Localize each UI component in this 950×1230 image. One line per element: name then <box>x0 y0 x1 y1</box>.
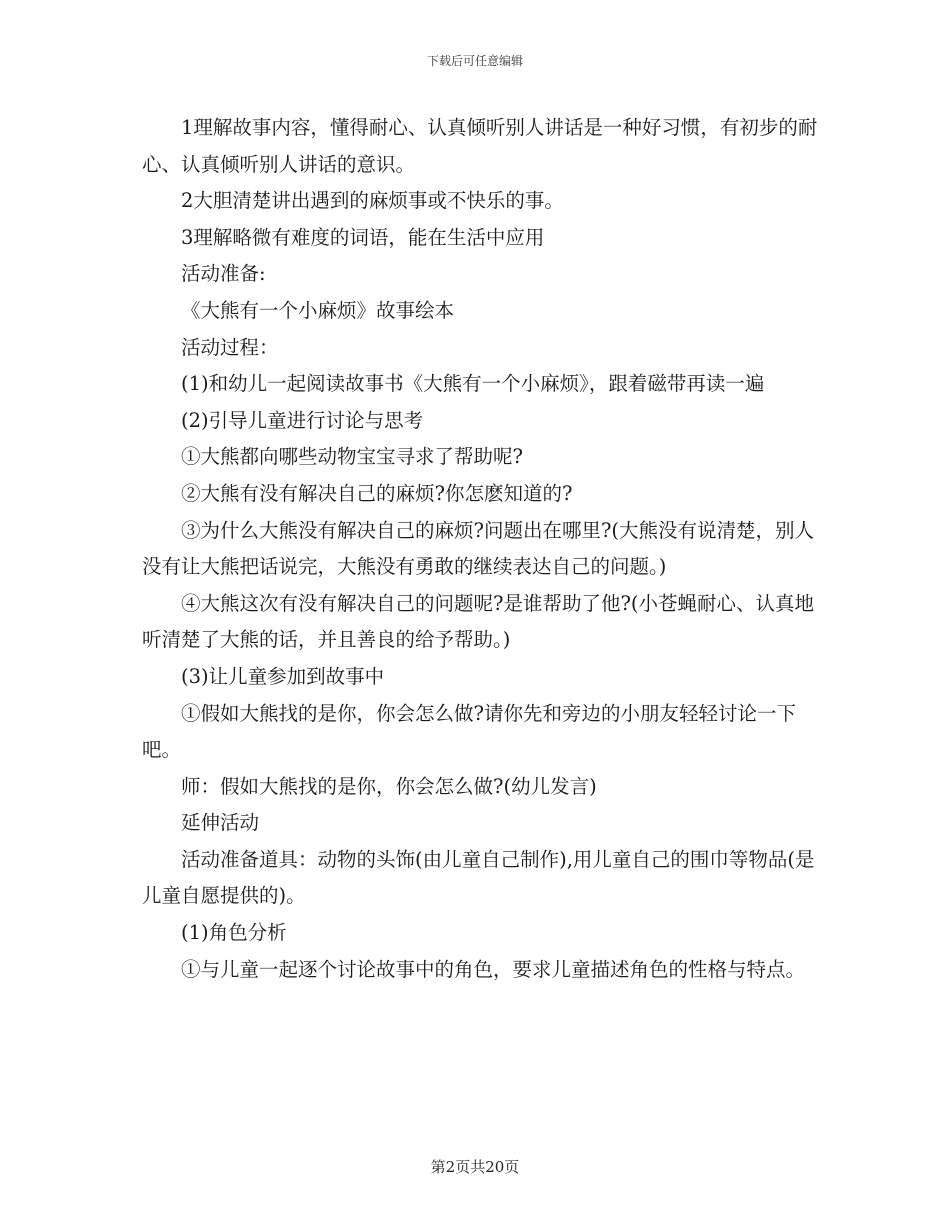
section-heading: 延伸活动 <box>181 811 260 835</box>
paragraph: (1)和幼儿一起阅读故事书《大熊有一个小麻烦》，跟着磁带再读一遍 <box>181 372 765 396</box>
paragraph: 3理解略微有难度的词语，能在生活中应用 <box>181 225 545 249</box>
paragraph: 《大熊有一个小麻烦》故事绘本 <box>181 298 455 322</box>
paragraph: ②大熊有没有解决自己的麻烦?你怎麽知道的? <box>181 481 573 505</box>
paragraph: ①大熊都向哪些动物宝宝寻求了帮助呢? <box>181 445 523 469</box>
page-footer: 第2页共20页 <box>430 1158 520 1176</box>
page-header: 下载后可任意编辑 <box>426 54 523 68</box>
section-heading: 活动准备: <box>181 262 266 286</box>
paragraph: (2)引导儿童进行讨论与思考 <box>181 408 424 432</box>
paragraph: ①与儿童一起逐个讨论故事中的角色，要求儿童描述角色的性格与特点。 <box>181 957 806 981</box>
paragraph: 活动准备道具：动物的头饰(由儿童自己制作),用儿童自己的围巾等物品(是儿童自愿提供的)。 <box>142 847 815 908</box>
document-body <box>142 110 822 988</box>
paragraph: ③为什么大熊没有解决自己的麻烦?问题出在哪里?(大熊没有说清楚，别人没有让大熊把话说完，大熊没有勇敢的继续表达自己的问题。) <box>142 518 815 579</box>
paragraph: (1)角色分析 <box>181 921 287 945</box>
paragraph: ④大熊这次有没有解决自己的问题呢?是谁帮助了他?(小苍蝇耐心、认真地听清楚了大熊的话，并且善良的给予帮助。) <box>142 591 815 652</box>
paragraph: (3)让儿童参加到故事中 <box>181 664 385 688</box>
paragraph: 师：假如大熊找的是你，你会怎么做?(幼儿发言) <box>181 774 597 798</box>
paragraph: ①假如大熊找的是你，你会怎么做?请你先和旁边的小朋友轻轻讨论一下吧。 <box>142 701 796 762</box>
paragraph: 2大胆清楚讲出遇到的麻烦事或不快乐的事。 <box>181 189 564 213</box>
section-heading: 活动过程： <box>181 335 279 359</box>
paragraph: 1理解故事内容，懂得耐心、认真倾听别人讲话是一种好习惯，有初步的耐心、认真倾听别人讲话的意识。 <box>142 116 818 176</box>
